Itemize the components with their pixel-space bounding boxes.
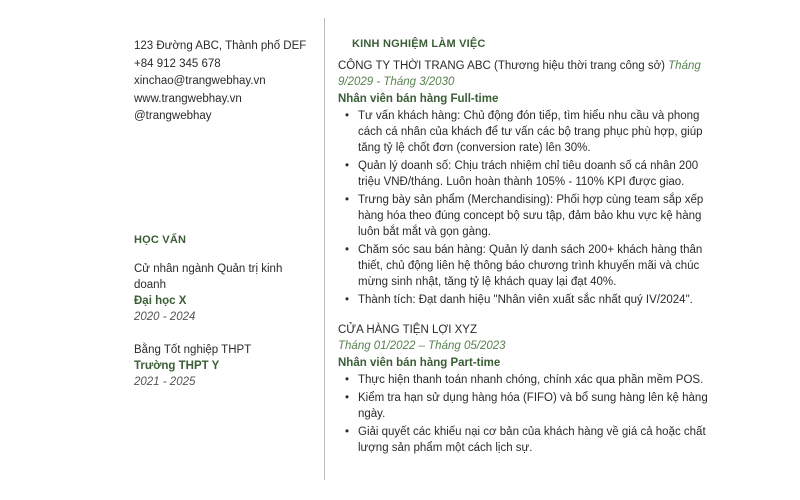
- education-school: Trường THPT Y: [134, 359, 220, 372]
- job-bullet: • Trưng bày sản phẩm (Merchandising): Phối hợp cùng team sắp xếp hàng hóa theo đúng concept bộ sưu tập, đảm bảo khu vực kệ hàng luôn bắt mắt và gọn gàng.: [358, 192, 718, 240]
- job-bullet: • Kiểm tra hạn sử dụng hàng hóa (FIFO) và bổ sung hàng lên kệ hàng ngày.: [358, 390, 718, 422]
- job-entry: [338, 322, 718, 456]
- right-column: [338, 38, 718, 458]
- job-bullet: • Tư vấn khách hàng: Chủ động đón tiếp, tìm hiểu nhu cầu và phong cách cá nhân của khách để tư vấn các bộ trang phục phù hợp, giúp tăng tỷ lệ chốt đơn (conversion rate) lên 30%.: [358, 108, 718, 156]
- education-school: Đại học X: [134, 294, 187, 307]
- education-degree: Bằng Tốt nghiệp THPT: [134, 343, 252, 356]
- education-item: [134, 342, 304, 390]
- job-role: Nhân viên bán hàng Full-time: [338, 93, 499, 105]
- job-bullet-list: [338, 372, 718, 456]
- contact-address: 123 Đường ABC, Thành phố DEF: [134, 40, 307, 52]
- education-item: [134, 261, 304, 325]
- job-bullet: • Thực hiện thanh toán nhanh chóng, chính xác qua phần mềm POS.: [358, 372, 718, 388]
- job-dates: Tháng 01/2022 – Tháng 05/2023: [338, 340, 506, 352]
- contact-block: [134, 38, 307, 126]
- job-bullet: • Giải quyết các khiếu nại cơ bản của khách hàng về giá cả hoặc chất lượng sản phẩm một cách lịch sự.: [358, 424, 718, 456]
- education-heading: HỌC VẤN: [134, 233, 187, 246]
- education-degree: Cử nhân ngành Quản trị kinh doanh: [134, 262, 283, 291]
- contact-website: www.trangwebhay.vn: [134, 92, 242, 105]
- contact-email: xinchao@trangwebhay.vn: [134, 75, 266, 87]
- column-divider: [324, 18, 325, 480]
- job-company: CÔNG TY THỜI TRANG ABC (Thương hiệu thời trang công sở): [338, 60, 665, 72]
- job-company-line: [338, 58, 718, 90]
- job-bullet: • Thành tích: Đạt danh hiệu "Nhân viên xuất sắc nhất quý IV/2024".: [358, 292, 718, 308]
- experience-heading: KINH NGHIỆM LÀM VIỆC: [352, 38, 486, 50]
- left-column: [134, 38, 307, 390]
- job-role: Nhân viên bán hàng Part-time: [338, 357, 501, 369]
- education-years: 2020 - 2024: [134, 310, 196, 323]
- job-dates: Tháng 9/2029 - Tháng 3/2030: [338, 60, 701, 88]
- job-bullet: • Chăm sóc sau bán hàng: Quản lý danh sách 200+ khách hàng thân thiết, chủ động liên hệ thông báo chương trình khuyến mãi và chúc mừng sinh nhật, tăng tỷ lệ khách quay lại đạt 40%.: [358, 242, 718, 290]
- job-company: CỬA HÀNG TIỆN LỢI XYZ: [338, 324, 477, 336]
- job-bullet: • Quản lý doanh số: Chịu trách nhiệm chỉ tiêu doanh số cá nhân 200 triệu VNĐ/tháng. Luôn hoàn thành 105% - 110% KPI được giao.: [358, 158, 718, 190]
- contact-social: @trangwebhay: [134, 110, 212, 122]
- education-years: 2021 - 2025: [134, 375, 196, 388]
- job-entry: [338, 58, 718, 308]
- job-bullet-list: [338, 108, 718, 308]
- contact-phone: +84 912 345 678: [134, 57, 221, 70]
